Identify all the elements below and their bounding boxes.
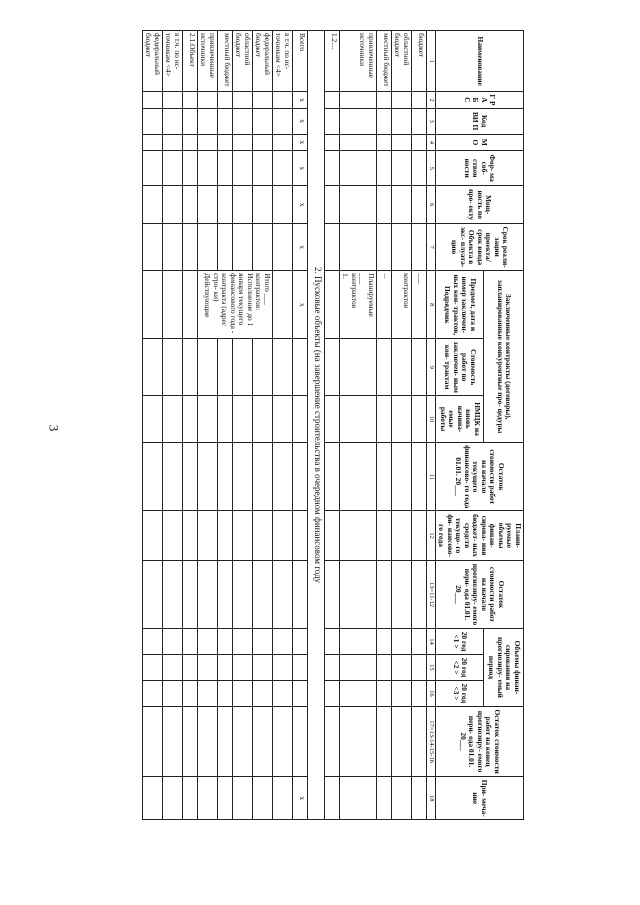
x-mark: х: [292, 151, 307, 186]
header-volumes: Объемы финан- сирования на прогнозиру- емый период: [484, 629, 524, 707]
table-row: [411, 31, 426, 820]
row-label: Всего: [292, 31, 307, 92]
row-label: привлеченные источники: [339, 31, 376, 92]
x-mark: х: [292, 271, 307, 339]
header-cost: Стоимость работ по заключен- ным кон- трактам: [435, 339, 484, 396]
row-label: 2.1.Объект: [182, 31, 197, 92]
row-label: местный бюджет: [376, 31, 391, 92]
table-row: [217, 31, 232, 820]
header-note: При- меча- ние: [435, 777, 523, 820]
contract-cell: контрактов: [391, 271, 411, 339]
col-num: 6: [426, 186, 435, 224]
row-label: областной бюджет: [232, 31, 252, 92]
item-number: 1.: [341, 273, 351, 279]
col-num: 3: [426, 108, 435, 134]
header-year-2: 20 год <2 >: [435, 654, 484, 680]
row-label: в т.ч. по ис- точникам <4>: [162, 31, 182, 92]
col-num: 14: [426, 629, 435, 655]
x-mark: х: [292, 134, 307, 150]
table-row: [391, 31, 411, 820]
header-contracts: Заключенные контракты (договоры), запланированные конкурентные про- цедуры: [484, 271, 524, 443]
row-label: областной бюджет: [391, 31, 411, 92]
col-num: 1: [426, 31, 435, 92]
itogo-cell: [197, 271, 272, 339]
contract-label: контрактов: [349, 273, 359, 309]
x-mark: х: [292, 777, 307, 820]
table-row: [162, 31, 182, 820]
table-row: [272, 31, 292, 820]
header-power: Мощ- ность по про- екту: [435, 186, 523, 224]
page-number: 3: [46, 424, 62, 432]
table-row: [324, 31, 339, 820]
x-mark: х: [292, 186, 307, 224]
column-number-row: [426, 31, 435, 820]
planned-label: Планируемые: [366, 273, 376, 317]
header-mo: М О: [435, 134, 523, 150]
header-subject: Предмет, дата и номер заключен- ных кон- трактов, Подрядчик: [435, 271, 484, 339]
x-mark: х: [292, 92, 307, 108]
header-row-1: [484, 31, 524, 820]
col-num: 15: [426, 654, 435, 680]
table-row: [142, 31, 162, 820]
header-rest-end: Остаток стоимости работ на конец прогнозиру- емого пери- ода 01.01. 20___: [435, 706, 523, 777]
table-row: [339, 31, 376, 820]
row-label: в т.ч. по ис- точникам <4>: [272, 31, 292, 92]
col-num: 11: [426, 443, 435, 511]
header-kvr: Код ВИ П: [435, 108, 523, 134]
row-label: местный бюджет: [217, 31, 232, 92]
header-term: Срок реали- зации проекта/ срок ввода Объекта в экс- плуата- цию: [435, 224, 523, 271]
header-year-1: 20 год <1 >: [435, 629, 484, 655]
header-planned-fin: Плани- руемые объемы финан- сирова- ния бюджет- ных средств текуще- го фи- нансово- го года: [435, 511, 523, 560]
blank-line: ___: [358, 273, 368, 285]
section-title: 2. Пусковые объекты (на завершение строительства в очередном финансовом году: [307, 31, 324, 820]
itogo-label: Итого ___ контрактов:: [254, 273, 272, 311]
rotated-table-container: [94, 30, 524, 820]
col-num: 12: [426, 511, 435, 560]
header-name: Наименование: [435, 31, 523, 92]
table-row: [182, 31, 197, 820]
contract-cell: [411, 271, 426, 339]
col-num: 10: [426, 395, 435, 442]
col-num: 17=13-14-15-16: [426, 706, 435, 777]
row-label: федеральный бюджет: [252, 31, 272, 92]
blank-line: ___: [416, 273, 426, 285]
col-num: 2: [426, 92, 435, 108]
col-num: 8: [426, 271, 435, 339]
x-mark: х: [292, 224, 307, 271]
table-row: [376, 31, 391, 820]
row-label: федеральный бюджет: [142, 31, 162, 92]
col-num: 13=11-12: [426, 560, 435, 628]
col-num: 9: [426, 339, 435, 396]
section-row: [307, 31, 324, 820]
col-num: 7: [426, 224, 435, 271]
table-row: [292, 31, 307, 820]
header-nmck: НМЦК на вновь начина- емые работы: [435, 395, 484, 442]
dots-cell: ...: [376, 271, 391, 339]
header-year-3: 20 год <3 >: [435, 680, 484, 706]
header-rest-plan: Остаток стоимости работ на начало прогнозиру- емого пери- ода 01.01. 20___: [435, 560, 523, 628]
col-num: 4: [426, 134, 435, 150]
header-grbs: Г Р А Б С: [435, 92, 523, 108]
table-row: [232, 31, 252, 820]
col-num: 16: [426, 680, 435, 706]
table-row: [252, 31, 272, 820]
executed-label: Исполнение до 1 января текущего финансового года - контракта (адрес стро- ки): [211, 273, 255, 334]
header-form: Фор- ма соб- ствен ности: [435, 151, 523, 186]
row-label: 1.2....: [324, 31, 339, 92]
table-row: [197, 31, 217, 820]
row-label: привлеченные источники: [197, 31, 217, 92]
header-rest-start: Остаток стоимости работ на начало текущего финансово- го года 01.01. 20___: [435, 443, 523, 511]
col-num: 5: [426, 151, 435, 186]
row-label: бюджет: [411, 31, 426, 92]
x-mark: х: [292, 108, 307, 134]
planned-cell: [339, 271, 376, 339]
col-num: 18: [426, 777, 435, 820]
investment-table: [142, 30, 524, 820]
acting-label: Действующие: [203, 273, 213, 318]
